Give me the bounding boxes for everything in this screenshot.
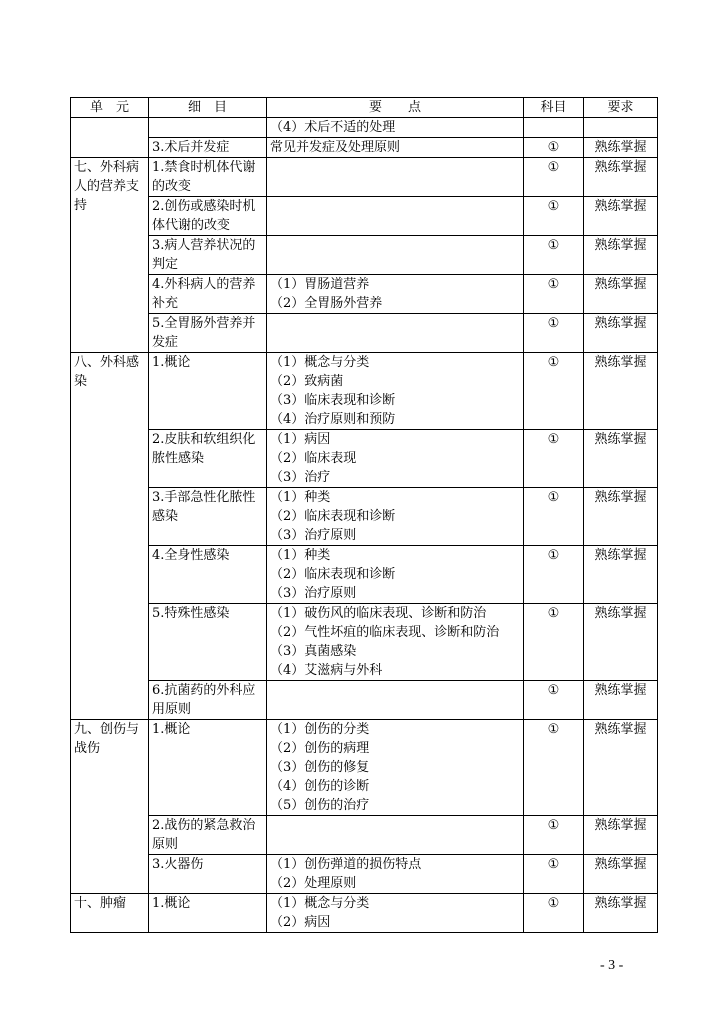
subject-cell: ① — [524, 720, 584, 816]
unit-cell: 八、外科感染 — [71, 353, 149, 720]
point-item: 常见并发症及处理原则 — [270, 140, 401, 155]
table-body — [71, 118, 658, 933]
subject-cell: ① — [524, 314, 584, 353]
topic-cell — [149, 118, 267, 138]
point-item: （4）艾滋病与外科 — [270, 663, 383, 678]
header-unit: 单 元 — [71, 98, 149, 118]
table-row — [71, 275, 658, 314]
topic-cell: 2.战伤的紧急救治原则 — [149, 816, 267, 855]
requirement-cell: 熟练掌握 — [584, 275, 658, 314]
point-item: （2）气性坏疽的临床表现、诊断和防治 — [270, 625, 500, 640]
header-topic: 细 目 — [149, 98, 267, 118]
point-item: （1）创伤的分类 — [270, 722, 370, 737]
subject-cell: ① — [524, 158, 584, 197]
point-item: （1）病因 — [270, 432, 331, 447]
topic-cell: 1.概论 — [149, 353, 267, 430]
unit-cell: 七、外科病人的营养支持 — [71, 158, 149, 353]
table-row — [71, 197, 658, 236]
requirement-cell: 熟练掌握 — [584, 894, 658, 933]
points-cell — [267, 158, 524, 197]
table-row — [71, 720, 658, 816]
topic-cell: 3.病人营养状况的判定 — [149, 236, 267, 275]
table-row — [71, 430, 658, 488]
points-cell — [267, 236, 524, 275]
point-item: （3）治疗原则 — [270, 586, 357, 601]
topic-cell: 5.特殊性感染 — [149, 604, 267, 681]
subject-cell: ① — [524, 488, 584, 546]
point-item: （5）创伤的治疗 — [270, 798, 370, 813]
table-row — [71, 158, 658, 197]
subject-cell: ① — [524, 275, 584, 314]
table-row — [71, 118, 658, 138]
point-item: （3）临床表现和诊断 — [270, 393, 396, 408]
topic-cell: 2.皮肤和软组织化脓性感染 — [149, 430, 267, 488]
requirement-cell: 熟练掌握 — [584, 546, 658, 604]
point-item: （1）种类 — [270, 490, 331, 505]
points-cell — [267, 314, 524, 353]
point-item: （4）治疗原则和预防 — [270, 412, 396, 427]
points-cell — [267, 604, 524, 681]
point-item: （2）致病菌 — [270, 374, 344, 389]
requirement-cell: 熟练掌握 — [584, 158, 658, 197]
topic-cell: 1.禁食时机体代谢的改变 — [149, 158, 267, 197]
points-cell — [267, 430, 524, 488]
requirement-cell: 熟练掌握 — [584, 488, 658, 546]
unit-cell: 十、肿瘤 — [71, 894, 149, 933]
points-cell — [267, 816, 524, 855]
point-item: （1）概念与分类 — [270, 355, 370, 370]
header-subject: 科目 — [524, 98, 584, 118]
point-item: （2）临床表现和诊断 — [270, 509, 396, 524]
requirement-cell: 熟练掌握 — [584, 353, 658, 430]
subject-cell: ① — [524, 855, 584, 894]
point-item: （3）治疗原则 — [270, 528, 357, 543]
requirement-cell: 熟练掌握 — [584, 604, 658, 681]
topic-cell: 4.全身性感染 — [149, 546, 267, 604]
unit-cell — [71, 118, 149, 158]
points-cell — [267, 488, 524, 546]
subject-cell: ① — [524, 353, 584, 430]
points-cell — [267, 275, 524, 314]
requirement-cell: 熟练掌握 — [584, 197, 658, 236]
points-cell — [267, 720, 524, 816]
topic-cell: 2.创伤或感染时机体代谢的改变 — [149, 197, 267, 236]
requirement-cell: 熟练掌握 — [584, 720, 658, 816]
point-item: （3）创伤的修复 — [270, 760, 370, 775]
point-item: （1）种类 — [270, 548, 331, 563]
subject-cell: ① — [524, 816, 584, 855]
point-item: （2）创伤的病理 — [270, 741, 370, 756]
point-item: （4）创伤的诊断 — [270, 779, 370, 794]
point-item: （3）真菌感染 — [270, 644, 357, 659]
points-cell — [267, 353, 524, 430]
subject-cell: ① — [524, 138, 584, 158]
point-item: （3）治疗 — [270, 470, 331, 485]
requirement-cell: 熟练掌握 — [584, 430, 658, 488]
table-row — [71, 236, 658, 275]
point-item: （2）临床表现和诊断 — [270, 567, 396, 582]
subject-cell: ① — [524, 197, 584, 236]
subject-cell: ① — [524, 546, 584, 604]
points-cell — [267, 894, 524, 933]
requirement-cell: 熟练掌握 — [584, 138, 658, 158]
table-row — [71, 855, 658, 894]
points-cell — [267, 855, 524, 894]
point-item: （1）创伤弹道的损伤特点 — [270, 857, 422, 872]
requirement-cell: 熟练掌握 — [584, 314, 658, 353]
topic-cell: 3.火器伤 — [149, 855, 267, 894]
table-row — [71, 488, 658, 546]
table-row — [71, 604, 658, 681]
subject-cell: ① — [524, 430, 584, 488]
topic-cell: 5.全胃肠外营养并发症 — [149, 314, 267, 353]
point-item: （4）术后不适的处理 — [270, 120, 396, 135]
point-item: （2）处理原则 — [270, 876, 357, 891]
points-cell — [267, 546, 524, 604]
unit-cell: 九、创伤与战伤 — [71, 720, 149, 894]
subject-cell: ① — [524, 894, 584, 933]
topic-cell: 3.术后并发症 — [149, 138, 267, 158]
points-cell — [267, 681, 524, 720]
point-item: （1）概念与分类 — [270, 896, 370, 911]
topic-cell: 3.手部急性化脓性感染 — [149, 488, 267, 546]
table-row — [71, 681, 658, 720]
table-row — [71, 138, 658, 158]
header-requirement: 要求 — [584, 98, 658, 118]
topic-cell: 4.外科病人的营养补充 — [149, 275, 267, 314]
page-number: - 3 - — [600, 958, 624, 973]
subject-cell: ① — [524, 681, 584, 720]
point-item: （2）临床表现 — [270, 451, 357, 466]
requirement-cell: 熟练掌握 — [584, 236, 658, 275]
table-row — [71, 894, 658, 933]
points-cell — [267, 197, 524, 236]
table-row — [71, 546, 658, 604]
table-row — [71, 816, 658, 855]
subject-cell: ① — [524, 236, 584, 275]
table-row — [71, 353, 658, 430]
requirement-cell: 熟练掌握 — [584, 816, 658, 855]
requirement-cell: 熟练掌握 — [584, 681, 658, 720]
syllabus-table — [70, 97, 658, 933]
point-item: （1）破伤风的临床表现、诊断和防治 — [270, 606, 487, 621]
point-item: （1）胃肠道营养 — [270, 277, 370, 292]
header-points: 要 点 — [267, 98, 524, 118]
table-row — [71, 314, 658, 353]
points-cell — [267, 138, 524, 158]
requirement-cell: 熟练掌握 — [584, 855, 658, 894]
requirement-cell — [584, 118, 658, 138]
subject-cell: ① — [524, 604, 584, 681]
subject-cell — [524, 118, 584, 138]
points-cell — [267, 118, 524, 138]
topic-cell: 6.抗菌药的外科应用原则 — [149, 681, 267, 720]
topic-cell: 1.概论 — [149, 894, 267, 933]
point-item: （2）病因 — [270, 915, 331, 930]
topic-cell: 1.概论 — [149, 720, 267, 816]
point-item: （2）全胃肠外营养 — [270, 296, 383, 311]
table-header-row — [71, 98, 658, 118]
